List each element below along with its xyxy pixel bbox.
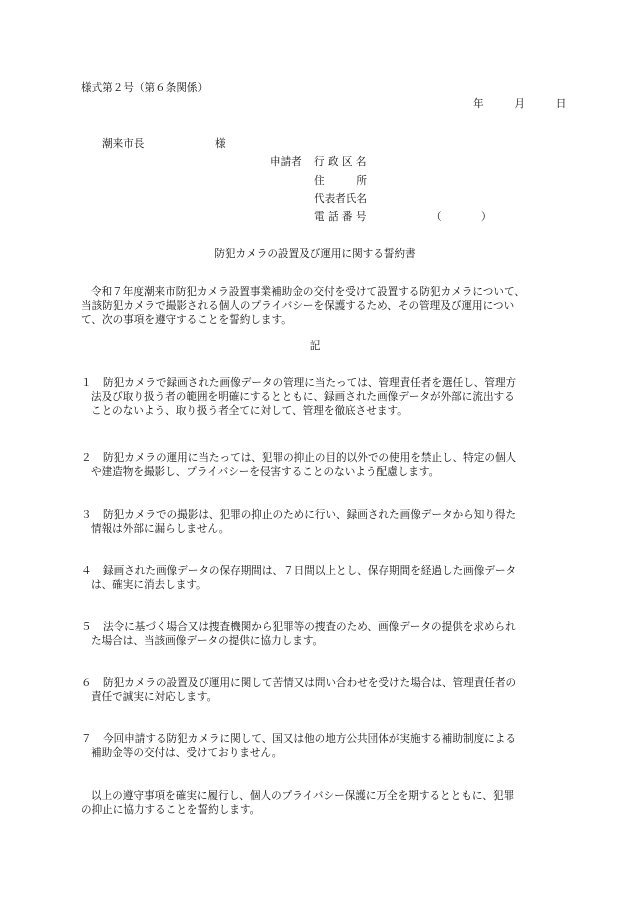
item-number: ５	[81, 621, 92, 633]
item-number: １	[81, 377, 92, 389]
date-line	[473, 98, 566, 112]
intro-line: 令和７年度潮来市防犯カメラ設置事業補助金の交付を受けて設置する防犯カメラについて、	[91, 286, 525, 298]
item-line: 防犯カメラで録画された画像データの管理に当たっては、管理責任者を選任し、管理方	[103, 377, 517, 389]
item-line: 録画された画像データの保存期間は、７日間以上とし、保存期間を経過した画像データ	[103, 565, 517, 577]
list-item	[81, 565, 561, 593]
item-line: 防犯カメラの設置及び運用に関して苦情又は問い合わせを受けた場合は、管理責任者の	[103, 677, 517, 689]
item-number: ３	[81, 509, 92, 521]
closing-paragraph	[81, 790, 514, 818]
date-month: 月	[514, 98, 525, 110]
list-item	[81, 677, 561, 705]
district-label: 行 政 区 名	[314, 156, 367, 168]
list-item	[81, 733, 561, 761]
intro-paragraph	[81, 286, 525, 327]
item-line: 責任で誠実に対応します。	[91, 690, 218, 703]
phone-paren-open: （	[431, 211, 442, 223]
list-item	[81, 452, 561, 480]
date-year: 年	[473, 98, 484, 110]
intro-line: て、次の事項を遵守することを誓約します。	[81, 313, 292, 326]
addressee-honorific: 様	[215, 138, 226, 150]
phone-paren-close: ）	[481, 211, 492, 223]
list-item	[81, 509, 561, 537]
item-line: 防犯カメラの運用に当たっては、犯罪の抑止の目的以外での使用を禁止し、特定の個人	[103, 452, 517, 464]
item-line: ことのないよう、取り扱う者全てに対して、管理を徹底させます。	[91, 404, 408, 417]
item-number: ４	[81, 565, 92, 577]
item-number: ６	[81, 677, 92, 689]
closing-line: の抑止に協力することを誓約します。	[81, 803, 261, 816]
item-line: は、確実に消去します。	[91, 578, 207, 591]
closing-line: 以上の遵守事項を確実に履行し、個人のプライバシー保護に万全を期するとともに、犯罪	[91, 790, 515, 802]
intro-line: 当該防犯カメラで撮影される個人のプライバシーを保護するため、その管理及び運用につい	[81, 299, 515, 312]
applicant-label: 申請者	[270, 156, 302, 168]
item-number: ７	[81, 733, 92, 745]
item-line: た場合は、当該画像データの提供に協力します。	[91, 634, 324, 647]
address-label: 住 所	[314, 175, 367, 187]
item-line: 法令に基づく場合又は捜査機関から犯罪等の捜査のため、画像データの提供を求められ	[103, 621, 516, 633]
item-number: ２	[81, 452, 92, 464]
list-item	[81, 621, 561, 649]
item-line: 補助金等の交付は、受けておりません。	[91, 746, 283, 759]
addressee-name: 潮来市長	[102, 138, 145, 150]
date-day: 日	[555, 98, 567, 110]
form-number: 様式第２号（第６条関係）	[81, 82, 209, 94]
item-line: 防犯カメラでの撮影は、犯罪の抑止のために行い、録画された画像データから知り得た	[103, 509, 517, 521]
representative-label: 代表者氏名	[314, 193, 367, 205]
item-line: 今回申請する防犯カメラに関して、国又は他の地方公共団体が実施する補助制度による	[103, 733, 516, 745]
phone-label: 電 話 番 号	[314, 211, 367, 223]
item-line: や建造物を撮影し、プライバシーを侵害することのないよう配慮します。	[91, 465, 440, 478]
item-line: 法及び取り扱う者の範囲を明確にするとともに、録画された画像データが外部に流出する	[91, 390, 515, 403]
ki-heading: 記	[309, 340, 321, 352]
document-title: 防犯カメラの設置及び運用に関する誓約書	[214, 248, 416, 260]
item-line: 情報は外部に漏らしません。	[91, 522, 230, 535]
list-item	[81, 377, 561, 418]
